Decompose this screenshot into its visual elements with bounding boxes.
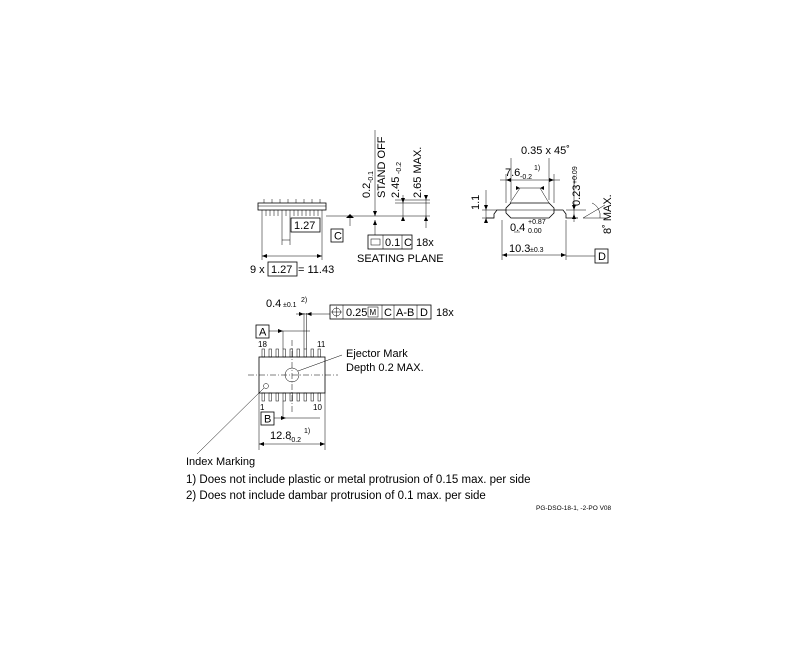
- foot-height-label: 1.1: [470, 194, 482, 210]
- lead-width-tol: ±0.1: [283, 302, 297, 309]
- foot-tol-upper: +0.87: [528, 219, 546, 226]
- lead-width-value: 0.4: [266, 298, 282, 310]
- height-tol: -0.2: [396, 161, 403, 174]
- note-1: 1) Does not include plastic or metal protrusion of 0.15 max. per side: [186, 474, 531, 486]
- drawing-code: PG-DSO-18-1, -2-PO V08: [536, 505, 612, 512]
- end-body: [506, 203, 554, 218]
- mmc-label: M: [369, 308, 377, 317]
- top-leads-upper: [262, 349, 321, 357]
- position-ref-ab: A-B: [396, 307, 415, 319]
- pin-18-label: 18: [258, 340, 267, 349]
- height-value: 2.45: [390, 176, 402, 198]
- side-top-ticks: [264, 199, 320, 203]
- total-pitch-label: 1.27: [271, 264, 293, 276]
- pitch-label: 1.27: [294, 220, 316, 232]
- angle-label: 8˚ MAX.: [602, 194, 614, 234]
- pin-11-label: 11: [317, 340, 326, 349]
- width-tol: -0.2: [520, 174, 533, 181]
- flatness-value: 0.1: [385, 237, 401, 249]
- lead-thk-value: 0.23: [571, 184, 583, 206]
- foot-value: 0.4: [510, 222, 526, 234]
- note-2: 2) Does not include dambar protrusion of 0.1 max. per side: [186, 490, 486, 502]
- flatness-count: 18x: [416, 237, 434, 249]
- top-view: [186, 297, 454, 468]
- standoff-tol: -0.1: [368, 170, 375, 183]
- end-view: [470, 145, 614, 263]
- ejector-line2: Depth 0.2 MAX.: [346, 362, 424, 374]
- ejector-line1: Ejector Mark: [346, 348, 408, 360]
- pin-1-label: 1: [260, 403, 265, 412]
- pitch-multiplier: 9 x: [250, 264, 265, 276]
- span-value: 10.3: [509, 243, 531, 255]
- chamfer-label: 0.35 x 45˚: [521, 145, 570, 157]
- datum-d-label: D: [598, 251, 606, 263]
- length-note: 1): [304, 428, 311, 435]
- lead-thk-tol: +0.09: [572, 166, 579, 184]
- position-ref-c: C: [384, 307, 392, 319]
- end-lead-left: [486, 210, 506, 218]
- width-value: 7.6: [505, 167, 521, 179]
- side-body: [258, 203, 326, 210]
- foot-tol-lower: 0.00: [528, 228, 542, 235]
- lead-width-note: 2): [301, 297, 308, 304]
- pin-10-label: 10: [313, 403, 322, 412]
- index-marking-icon: [264, 384, 269, 389]
- position-ref-d: D: [420, 307, 428, 319]
- total-length-label: = 11.43: [298, 264, 335, 276]
- top-leads-lower: [262, 393, 321, 401]
- length-tol: -0.2: [289, 437, 302, 444]
- position-count: 18x: [436, 307, 454, 319]
- seating-plane-label: SEATING PLANE: [357, 253, 444, 265]
- max-height-label: 2.65 MAX.: [412, 146, 424, 198]
- standoff-value: 0.2: [361, 182, 373, 198]
- side-leads: [262, 210, 322, 216]
- side-view: [250, 130, 444, 276]
- span-tol: ±0.3: [530, 247, 544, 254]
- index-marking-label: Index Marking: [186, 456, 256, 468]
- datum-a-label: A: [259, 326, 267, 339]
- datum-b-label: B: [264, 413, 272, 426]
- flatness-ref: C: [404, 237, 412, 249]
- position-tol-value: 0.25: [346, 307, 368, 319]
- length-value: 12.8: [270, 430, 292, 442]
- width-note: 1): [534, 165, 541, 172]
- datum-c-label: C: [334, 230, 342, 243]
- standoff-label: STAND OFF: [376, 136, 388, 198]
